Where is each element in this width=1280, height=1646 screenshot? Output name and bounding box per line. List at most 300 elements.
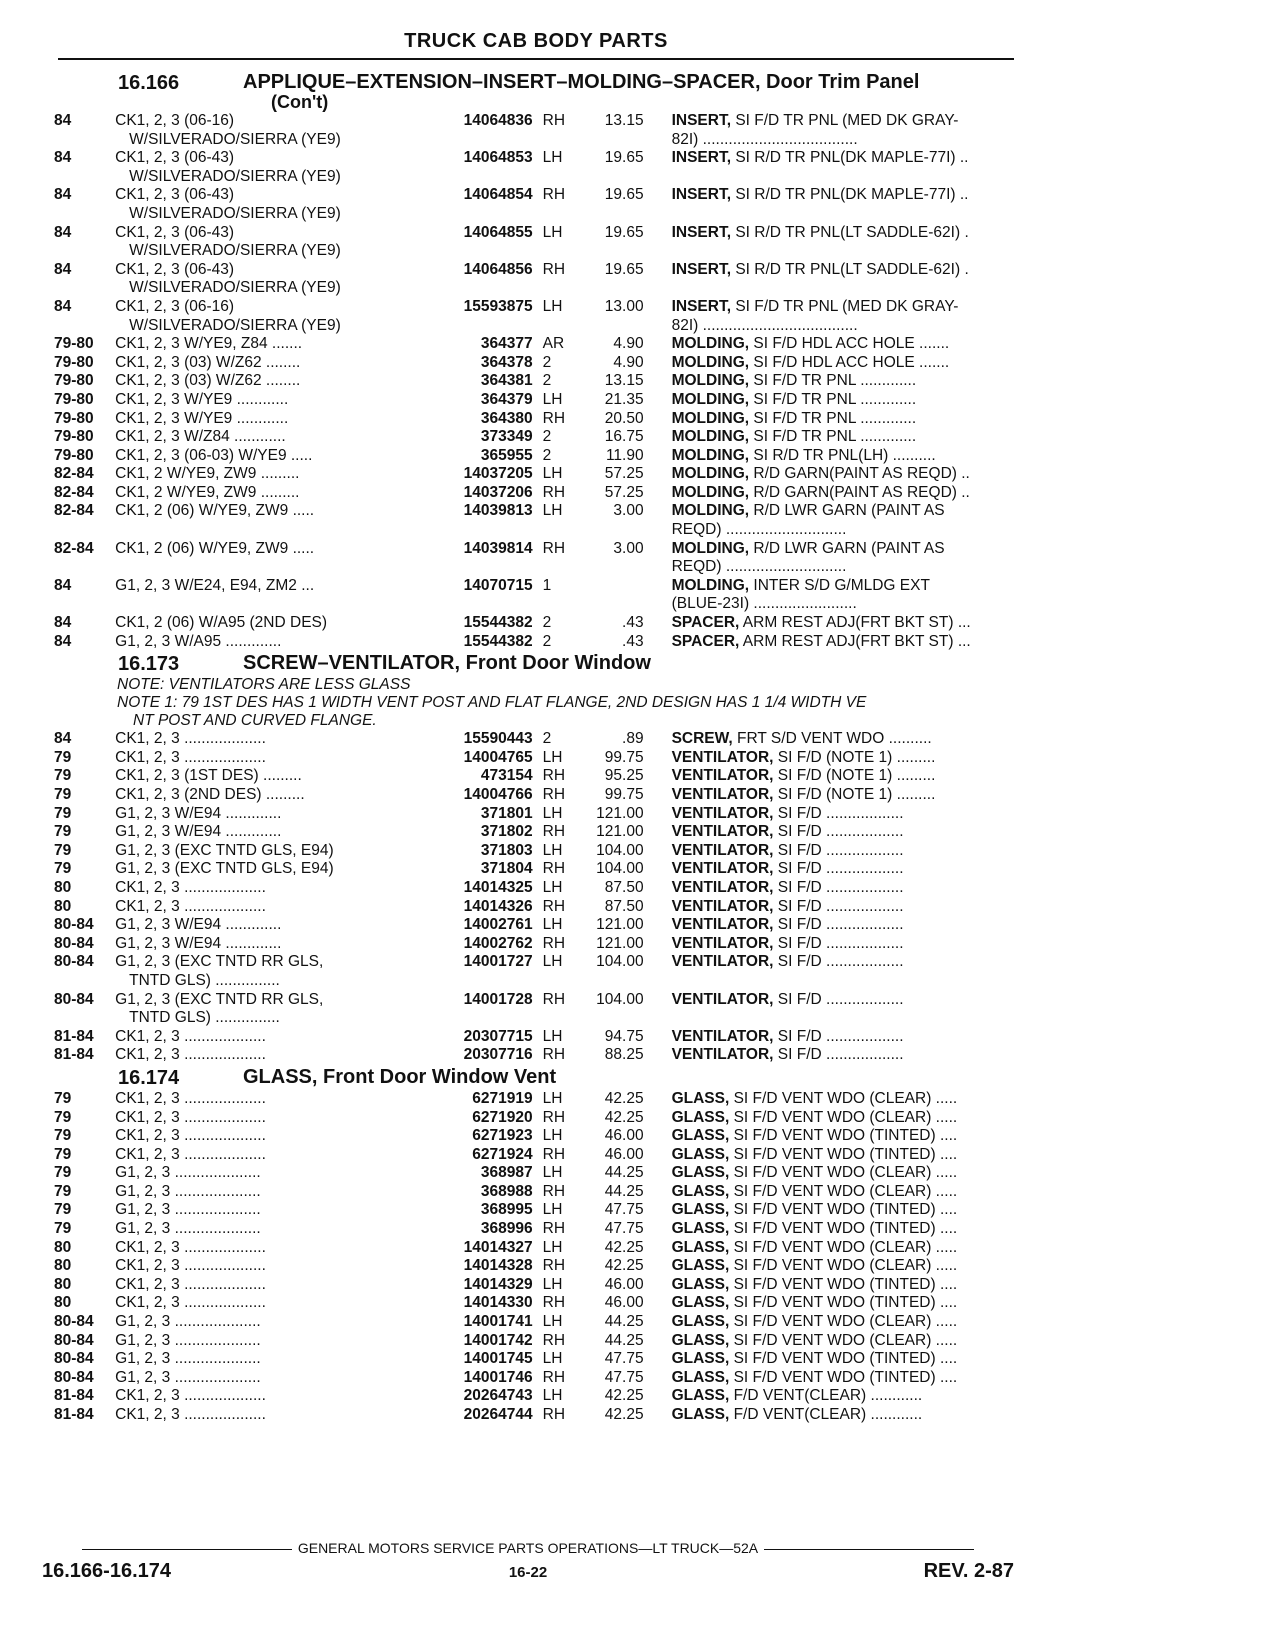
model-text: CK1, 2 W/YE9, ZW9 ......... (115, 483, 300, 501)
part-detail: SI F/D VENT WDO (TINTED) .... (733, 1350, 958, 1368)
section-title-text: SCREW–VENTILATOR, Front Door Window (243, 652, 651, 675)
table-row (54, 1046, 1020, 1065)
description-line (672, 805, 904, 822)
part-description (644, 805, 1020, 824)
part-number: 15593875 (463, 297, 533, 315)
model-year: 82-84 (54, 502, 94, 520)
part-detail: SI F/D .................. (777, 953, 904, 971)
part-number: 14002762 (463, 934, 533, 952)
part-number: 15544382 (463, 614, 533, 632)
part-name: SPACER, (671, 632, 740, 650)
model-application (115, 354, 435, 373)
model-text: G1, 2, 3 .................... (115, 1164, 261, 1182)
quantity: LH (542, 502, 563, 520)
price: 42.25 (604, 1257, 644, 1275)
description-line (672, 577, 930, 594)
part-name: SCREW, (671, 730, 733, 748)
part-description (644, 577, 1020, 614)
table-row (54, 1350, 1020, 1369)
model-application (115, 1294, 435, 1313)
model-year: 81-84 (54, 1387, 94, 1405)
quantity: LH (542, 1387, 563, 1405)
page-footer (42, 1540, 1014, 1600)
model-application (115, 1313, 435, 1332)
part-detail: SI R/D TR PNL(LT SADDLE-62I) . (735, 223, 969, 241)
table-row (54, 1406, 1020, 1425)
part-description (644, 298, 1020, 335)
part-description (644, 842, 1020, 861)
model-text: G1, 2, 3 .................... (115, 1313, 261, 1331)
part-detail: SI F/D VENT WDO (CLEAR) ..... (733, 1089, 958, 1107)
price: 57.25 (604, 465, 644, 483)
model-text-continued: W/SILVERADO/SIERRA (YE9) (129, 316, 341, 334)
model-text: CK1, 2 W/YE9, ZW9 ......... (115, 465, 300, 483)
section-number: 16.166 (118, 72, 180, 94)
model-year: 79 (54, 1182, 72, 1200)
quantity: 2 (542, 614, 552, 632)
table-row (54, 447, 1020, 466)
part-description (644, 879, 1020, 898)
price: 19.65 (604, 223, 644, 241)
model-year: 80 (54, 1275, 72, 1293)
table-row (54, 1109, 1020, 1128)
price: 44.25 (604, 1164, 644, 1182)
table-row (54, 614, 1020, 633)
model-application (115, 823, 435, 842)
price: 44.25 (604, 1313, 644, 1331)
part-description (644, 1387, 1020, 1406)
price: 104.00 (596, 841, 644, 859)
model-year: 79 (54, 841, 72, 859)
part-description (644, 1109, 1020, 1128)
model-application (115, 149, 435, 186)
table-row (54, 749, 1020, 768)
model-text: G1, 2, 3 W/E94 ............. (115, 804, 282, 822)
part-detail: SI F/D HDL ACC HOLE ....... (753, 353, 950, 371)
part-description (644, 1369, 1020, 1388)
model-year: 79 (54, 1201, 72, 1219)
table-row (54, 149, 1020, 186)
section-number: 16.173 (118, 653, 180, 676)
part-number: 14001745 (463, 1350, 533, 1368)
price: 13.15 (604, 372, 644, 390)
section-heading (54, 653, 1020, 676)
model-text: CK1, 2, 3 ................... (115, 897, 266, 915)
model-text: CK1, 2, 3 ................... (115, 730, 266, 748)
description-line (672, 1387, 923, 1404)
section-title (243, 1067, 556, 1087)
section-title (243, 653, 651, 673)
price: 87.50 (604, 878, 644, 896)
description-line (672, 916, 904, 933)
part-name: INSERT, (671, 186, 732, 204)
part-detail: R/D LWR GARN (PAINT AS (753, 502, 945, 520)
quantity: 2 (542, 353, 552, 371)
part-number: 14037205 (463, 465, 533, 483)
section-heading (54, 1067, 1020, 1090)
model-application (115, 1350, 435, 1369)
part-number: 14064855 (463, 223, 533, 241)
table-row (54, 1387, 1020, 1406)
part-name: VENTILATOR, (671, 990, 774, 1008)
description-continued: REQD) ............................ (671, 521, 847, 539)
model-year: 79 (54, 767, 72, 785)
model-application (115, 1257, 435, 1276)
price: 42.25 (604, 1406, 644, 1423)
table-row (54, 1090, 1020, 1109)
description-line (672, 335, 950, 352)
model-text: G1, 2, 3 .................... (115, 1201, 261, 1219)
part-description (644, 1146, 1020, 1165)
model-year: 84 (54, 149, 72, 167)
model-year: 79-80 (54, 446, 94, 464)
description-line (672, 261, 969, 278)
model-application (115, 614, 435, 633)
description-line (672, 1350, 958, 1367)
part-description (644, 1406, 1020, 1425)
part-number: 20307716 (463, 1046, 533, 1064)
description-line (672, 730, 932, 747)
model-application (115, 1220, 435, 1239)
part-detail: SI F/D VENT WDO (TINTED) .... (733, 1275, 958, 1293)
part-number: 364378 (480, 353, 533, 371)
model-application (115, 577, 435, 596)
description-line (672, 1046, 904, 1063)
part-number: 14014330 (463, 1294, 533, 1312)
table-row (54, 1369, 1020, 1388)
description-line (672, 767, 936, 784)
quantity: RH (542, 934, 566, 952)
part-description (644, 1294, 1020, 1313)
model-text: CK1, 2, 3 W/YE9 ............ (115, 390, 289, 408)
quantity: LH (542, 841, 563, 859)
model-text: CK1, 2, 3 ................... (115, 1387, 266, 1405)
part-detail: INTER S/D G/MLDG EXT (753, 576, 930, 594)
part-detail: SI F/D VENT WDO (CLEAR) ..... (733, 1313, 958, 1331)
model-year: 79-80 (54, 390, 94, 408)
page-header (58, 30, 1014, 62)
description-line (672, 842, 904, 859)
description-continued: (BLUE-23I) ........................ (671, 595, 857, 613)
part-description (644, 1090, 1020, 1109)
model-year: 84 (54, 186, 72, 204)
model-year: 79-80 (54, 353, 94, 371)
part-detail: SI F/D TR PNL ............. (753, 372, 917, 390)
note-text: NOTE: VENTILATORS ARE LESS GLASS (117, 676, 411, 694)
model-text: CK1, 2, 3 ................... (115, 1294, 266, 1312)
part-name: VENTILATOR, (671, 878, 774, 896)
model-text: CK1, 2, 3 W/YE9, Z84 ....... (115, 335, 303, 353)
price: 104.00 (596, 990, 644, 1008)
part-detail: SI F/D .................. (777, 1027, 904, 1045)
part-number: 15590443 (463, 730, 533, 748)
table-row (54, 786, 1020, 805)
quantity: LH (542, 390, 563, 408)
price: 13.15 (604, 112, 644, 129)
model-text-continued: W/SILVERADO/SIERRA (YE9) (129, 242, 341, 260)
model-year: 80 (54, 1257, 72, 1275)
model-text: CK1, 2, 3 ................... (115, 1275, 266, 1293)
part-name: GLASS, (671, 1387, 730, 1405)
model-text: G1, 2, 3 .................... (115, 1350, 261, 1368)
description-line (672, 149, 969, 166)
quantity: LH (542, 916, 563, 934)
part-detail: SI F/D (NOTE 1) ......... (777, 748, 936, 766)
model-application (115, 633, 435, 652)
model-year: 84 (54, 614, 72, 632)
price: 3.00 (613, 539, 644, 557)
quantity: LH (542, 1350, 563, 1368)
part-number: 371801 (480, 804, 533, 822)
price: 44.25 (604, 1331, 644, 1349)
model-year: 79 (54, 1127, 72, 1145)
part-description (644, 261, 1020, 280)
part-name: GLASS, (671, 1313, 730, 1331)
table-row (54, 1220, 1020, 1239)
model-text: CK1, 2, 3 ................... (115, 748, 266, 766)
model-application (115, 953, 435, 990)
quantity: LH (542, 465, 563, 483)
part-description (644, 1127, 1020, 1146)
price: 94.75 (604, 1027, 644, 1045)
price: 19.65 (604, 149, 644, 167)
model-year: 79 (54, 860, 72, 878)
table-row (54, 633, 1020, 652)
model-year: 80-84 (54, 1331, 94, 1349)
part-name: VENTILATOR, (671, 1027, 774, 1045)
part-description (644, 372, 1020, 391)
part-detail: SI F/D VENT WDO (TINTED) .... (733, 1294, 958, 1312)
table-row (54, 298, 1020, 335)
model-year: 80-84 (54, 1368, 94, 1386)
table-row (54, 1332, 1020, 1351)
price: 3.00 (613, 502, 644, 520)
part-name: MOLDING, (671, 465, 750, 483)
quantity: 1 (542, 576, 552, 594)
description-line (672, 1201, 958, 1218)
part-detail: SI F/D .................. (777, 841, 904, 859)
note-text: NOTE 1: 79 1ST DES HAS 1 WIDTH VENT POST AND FLAT FLANGE, 2ND DESIGN HAS 1 1/4 WIDTH VE (117, 694, 867, 712)
quantity: RH (542, 1368, 566, 1386)
model-text: CK1, 2, 3 ................... (115, 1238, 266, 1256)
model-year: 79 (54, 1164, 72, 1182)
part-name: MOLDING, (671, 502, 750, 520)
model-text: G1, 2, 3 .................... (115, 1182, 261, 1200)
description-line (672, 1220, 958, 1237)
part-number: 14039813 (463, 502, 533, 520)
description-continued: REQD) ............................ (671, 558, 847, 576)
price: 99.75 (604, 748, 644, 766)
description-line (672, 391, 917, 408)
part-number: 368996 (480, 1220, 533, 1238)
part-number: 14001728 (463, 990, 533, 1008)
model-year: 80-84 (54, 1313, 94, 1331)
table-row (54, 1294, 1020, 1313)
model-year: 79 (54, 1145, 72, 1163)
description-line (672, 1028, 904, 1045)
price: .43 (622, 632, 644, 650)
part-description (644, 391, 1020, 410)
part-detail: SI F/D TR PNL ............. (753, 428, 917, 446)
model-application (115, 1109, 435, 1128)
price: 47.75 (604, 1368, 644, 1386)
part-number: 371804 (480, 860, 533, 878)
table-row (54, 953, 1020, 990)
footer-page-number: 16-22 (508, 1564, 548, 1581)
part-description (644, 1164, 1020, 1183)
quantity: RH (542, 1406, 566, 1423)
model-text-continued: W/SILVERADO/SIERRA (YE9) (129, 279, 341, 297)
part-name: GLASS, (671, 1331, 730, 1349)
model-year: 80-84 (54, 916, 94, 934)
table-row (54, 540, 1020, 577)
quantity: RH (542, 786, 566, 803)
model-application (115, 502, 435, 521)
model-year: 79 (54, 1089, 72, 1107)
table-row (54, 261, 1020, 298)
model-application (115, 410, 435, 429)
part-description (644, 898, 1020, 917)
part-number: 14014326 (463, 897, 533, 915)
description-line (672, 860, 904, 877)
part-name: VENTILATOR, (671, 767, 774, 785)
model-year: 80-84 (54, 1350, 94, 1368)
part-description (644, 860, 1020, 879)
part-description (644, 447, 1020, 466)
description-line (672, 1183, 958, 1200)
part-number: 371803 (480, 841, 533, 859)
model-year: 79 (54, 1108, 72, 1126)
description-line (672, 1294, 958, 1311)
section-heading (54, 72, 1020, 112)
model-application (115, 1332, 435, 1351)
model-year: 79 (54, 1220, 72, 1238)
part-name: GLASS, (671, 1257, 730, 1275)
part-number: 14039814 (463, 539, 533, 557)
quantity: RH (542, 1220, 566, 1238)
model-application (115, 786, 435, 805)
table-row (54, 767, 1020, 786)
part-name: GLASS, (671, 1127, 730, 1145)
footer-publisher (42, 1540, 1014, 1556)
description-line (672, 502, 945, 519)
part-name: VENTILATOR, (671, 748, 774, 766)
quantity: LH (542, 1127, 563, 1145)
part-detail: SI F/D VENT WDO (CLEAR) ..... (733, 1182, 958, 1200)
part-name: MOLDING, (671, 390, 750, 408)
model-year: 80-84 (54, 934, 94, 952)
model-application (115, 186, 435, 223)
model-text: CK1, 2, 3 W/Z84 ............ (115, 428, 286, 446)
part-description (644, 614, 1020, 633)
footer-revision: REV. 2-87 (923, 1560, 1014, 1582)
description-line (672, 224, 969, 241)
part-detail: SI R/D TR PNL(LH) .......... (753, 446, 936, 464)
model-text: CK1, 2, 3 (06-16) (115, 297, 235, 315)
part-description (644, 428, 1020, 447)
price: 42.25 (604, 1089, 644, 1107)
description-line (672, 186, 969, 203)
description-line (672, 447, 936, 464)
part-name: GLASS, (671, 1238, 730, 1256)
model-application (115, 428, 435, 447)
part-description (644, 1313, 1020, 1332)
part-number: 368988 (480, 1182, 533, 1200)
model-text: G1, 2, 3 W/E94 ............. (115, 916, 282, 934)
quantity: LH (542, 1275, 563, 1293)
price: 19.65 (604, 186, 644, 204)
part-detail: SI R/D TR PNL(DK MAPLE-77I) .. (735, 149, 969, 167)
model-text: G1, 2, 3 W/E94 ............. (115, 934, 282, 952)
part-number: 368987 (480, 1164, 533, 1182)
table-row (54, 354, 1020, 373)
part-description (644, 749, 1020, 768)
footer-section-range: 16.166-16.174 (42, 1560, 172, 1582)
part-detail: ARM REST ADJ(FRT BKT ST) ... (742, 632, 971, 650)
part-name: SPACER, (671, 614, 740, 632)
description-line (672, 1239, 958, 1256)
quantity: 2 (542, 632, 552, 650)
model-year: 79-80 (54, 409, 94, 427)
part-detail: SI F/D TR PNL ............. (753, 390, 917, 408)
model-year: 79 (54, 786, 72, 803)
model-application (115, 1387, 435, 1406)
model-text: CK1, 2, 3 (06-43) (115, 260, 235, 278)
quantity: RH (542, 1145, 566, 1163)
table-row (54, 1239, 1020, 1258)
quantity: RH (542, 823, 566, 841)
price: 47.75 (604, 1350, 644, 1368)
part-number: 14001741 (463, 1313, 533, 1331)
table-row (54, 1257, 1020, 1276)
quantity: RH (542, 1108, 566, 1126)
part-detail: SI F/D .................. (777, 1046, 904, 1064)
price: 88.25 (604, 1046, 644, 1064)
model-year: 82-84 (54, 539, 94, 557)
quantity: LH (542, 804, 563, 822)
part-name: GLASS, (671, 1164, 730, 1182)
table-row (54, 730, 1020, 749)
part-number: 371802 (480, 823, 533, 841)
part-detail: SI F/D VENT WDO (TINTED) .... (733, 1145, 958, 1163)
part-name: VENTILATOR, (671, 786, 774, 803)
part-name: VENTILATOR, (671, 1046, 774, 1064)
price: 46.00 (604, 1275, 644, 1293)
part-description (644, 410, 1020, 429)
model-year: 82-84 (54, 465, 94, 483)
quantity: RH (542, 767, 566, 785)
part-number: 368995 (480, 1201, 533, 1219)
description-line (672, 1313, 958, 1330)
model-text: CK1, 2, 3 (06-43) (115, 149, 235, 167)
description-line (672, 410, 917, 427)
price: 13.00 (604, 297, 644, 315)
price: 46.00 (604, 1294, 644, 1312)
section-note (54, 676, 1020, 694)
model-year: 81-84 (54, 1406, 94, 1423)
part-number: 364381 (480, 372, 533, 390)
price: .89 (622, 730, 644, 748)
part-detail: SI F/D VENT WDO (CLEAR) ..... (733, 1108, 958, 1126)
table-row (54, 916, 1020, 935)
quantity: 2 (542, 372, 552, 390)
model-text: G1, 2, 3 W/E94 ............. (115, 823, 282, 841)
part-name: GLASS, (671, 1089, 730, 1107)
quantity: AR (542, 335, 565, 353)
part-name: MOLDING, (671, 409, 750, 427)
table-row (54, 335, 1020, 354)
model-application (115, 730, 435, 749)
